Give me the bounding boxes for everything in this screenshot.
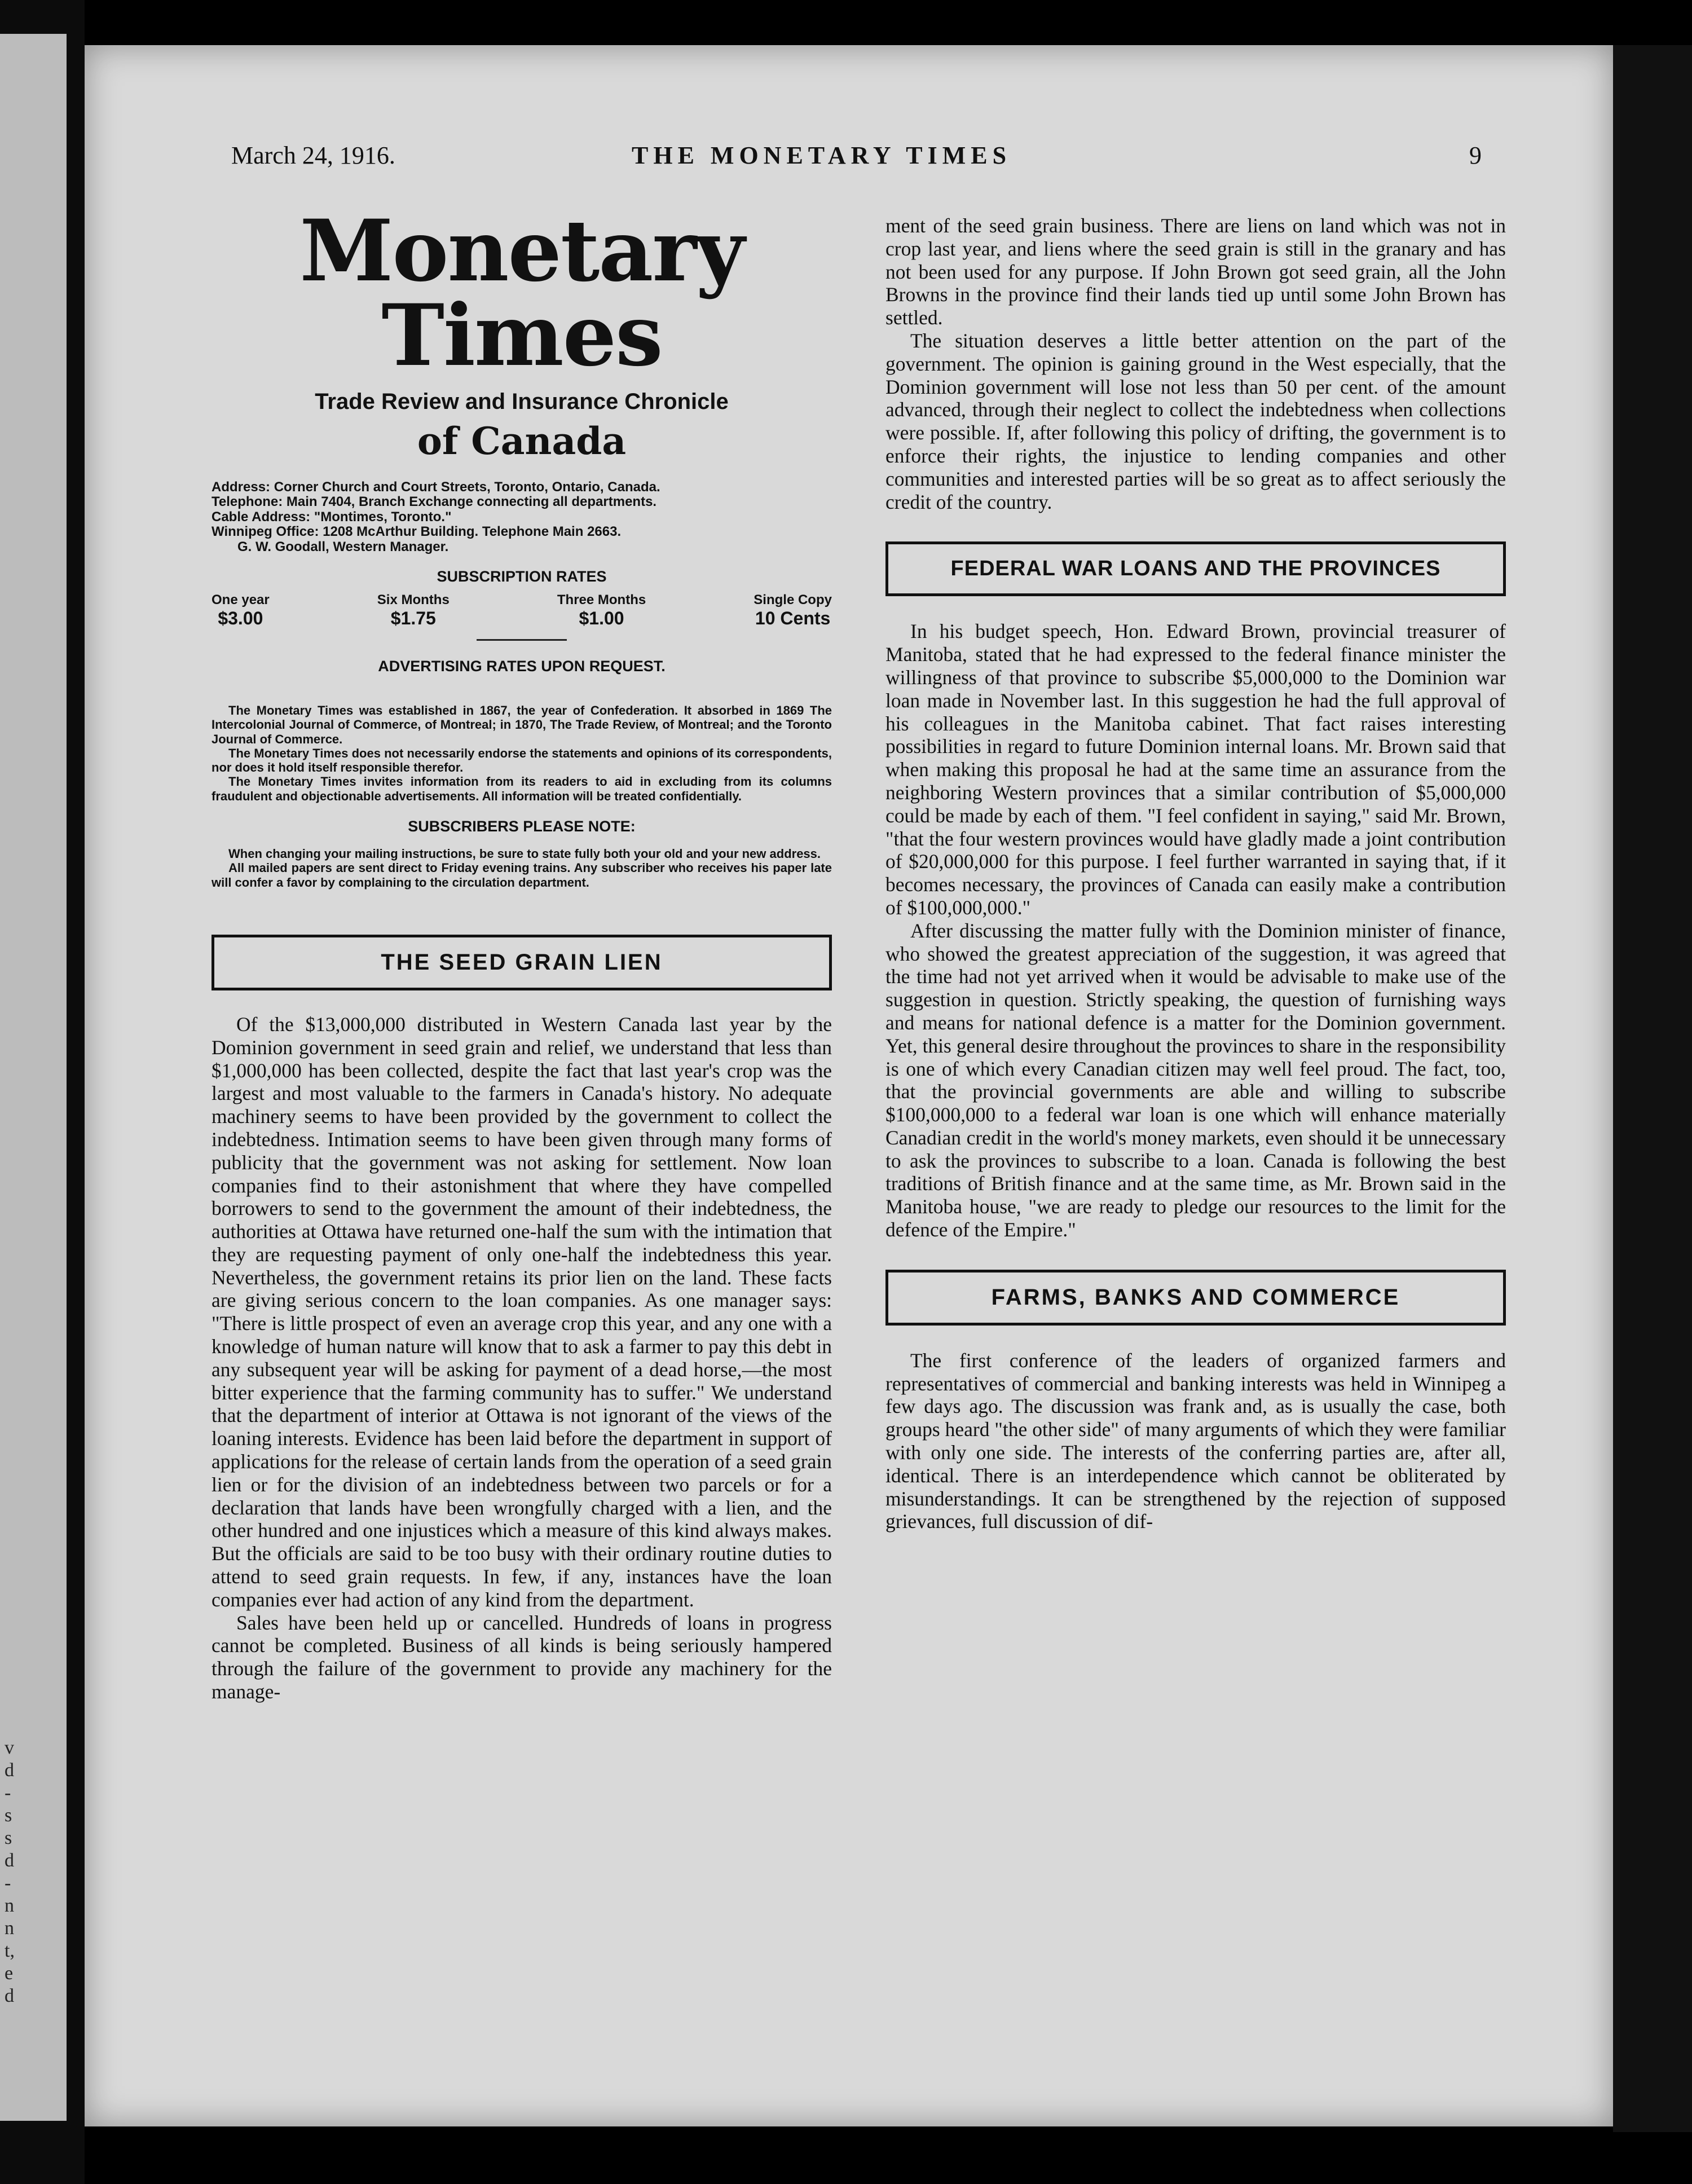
article-farms-banks-commerce	[885, 1349, 1506, 1533]
rate-price: $1.75	[390, 607, 436, 628]
left-fragment: d	[5, 1850, 14, 1871]
article-paragraph: The first conference of the leaders of organized farmers and representatives of commercial and banking interests was held in Winnipeg a few days ago. The discussion was frank and, as is usually the case, both groups heard "the other side" of many arguments of which they were familiar with only one side. The interests of the conferring parties are, after all, identical. There is an interdependence which cannot be obliterated by misunderstandings. It can be strengthened by the rejection of supposed grievances, full discussion of dif-	[885, 1349, 1506, 1533]
winnipeg-office-line: Winnipeg Office: 1208 McArthur Building. Telephone Main 2663.	[211, 524, 622, 540]
masthead-title: Monetary Times	[299, 201, 744, 385]
left-fragment: n	[5, 1895, 14, 1916]
rate-three-months	[557, 592, 646, 629]
masthead-subtitle: Trade Review and Insurance Chronicle	[315, 389, 729, 414]
rate-price: $3.00	[218, 607, 263, 628]
notice-advertisements: The Monetary Times invites information from its readers to aid in excluding from its columns fraudulent and objectionable advertisements. All information will be treated confidentially.	[211, 774, 832, 803]
article-seed-grain-lien	[211, 1013, 832, 1703]
left-fragment: -	[5, 1782, 11, 1803]
subscription-rates	[211, 592, 832, 629]
left-fragment: t,	[5, 1940, 15, 1961]
left-fragment: v	[5, 1737, 14, 1758]
rate-label: One year	[211, 592, 270, 607]
issue-date: March 24, 1916.	[231, 142, 395, 169]
publication-title: THE MONETARY TIMES	[632, 142, 1012, 169]
publication-notices	[211, 703, 832, 803]
article-paragraph: Sales have been held up or cancelled. Hundreds of loans in progress cannot be completed. Business of all kinds is being seriously hampered through the failure of the government to provide any machinery for the manage-	[211, 1611, 832, 1703]
rate-single-copy	[754, 592, 832, 629]
rate-one-year	[211, 592, 270, 629]
article-paragraph: Of the $13,000,000 distributed in Western Canada last year by the Dominion government in seed grain and relief, we understand that less than $1,000,000 has been collected, despite the fact that last year's crop was the largest and most valuable to the farmers in Canada's history. No adequate machinery seems to have been provided by the government to collect the indebtedness. Intimation seems to have been given through many forms of publicity that the government was not asking for settlement. Now loan companies find to their astonishment that where they have compelled borrowers to send to the government the amount of their indebtedness, the authorities at Ottawa have returned one-half the sum with the intimation that they are requesting payment of only one-half the indebtedness this year. Nevertheless, the government retains its prior lien on the land. These facts are giving serious concern to the loan companies. As one manager says: "There is little prospect of even an average crop this year, and any one with a knowledge of human nature will know that to ask a farmer to pay this debt in any subsequent year will be asking for payment of a dead horse,—the most bitter experience that the farming community has to suffer." We understand that the department of interior at Ottawa is not ignorant of the views of the loaning interests. Evidence has been laid before the department in support of applications for the release of certain lands from the operation of a seed grain lien or for the division of an indebtedness between two parcels or for a declaration that lands have been wrongfully charged with a lien, and the other hundred and one injustices which a measure of this kind always makes. But the officials are said to be too busy with their ordinary routine duties to attend to seed grain requests. In few, if any, instances have the loan companies ever had action of any kind from the department.	[211, 1012, 832, 1611]
rate-label: Three Months	[557, 592, 646, 607]
advertising-note: ADVERTISING RATES UPON REQUEST.	[378, 657, 666, 675]
left-fragment: -	[5, 1873, 11, 1894]
article-paragraph: ment of the seed grain business. There are liens on land which was not in crop last year, and liens where the seed grain is still in the granary and has not been used for any purpose. If John Brown got seed grain, all the John Browns in the province find their lands tied up until some John Brown has settled.	[885, 214, 1506, 329]
divider-rule	[477, 639, 567, 641]
heading-farms-banks-commerce: FARMS, BANKS AND COMMERCE	[885, 1270, 1506, 1326]
rate-price: $1.00	[579, 607, 624, 628]
notice-mailing: All mailed papers are sent direct to Friday evening trains. Any subscriber who receives his paper late will confer a favor by complaining to the circulation department.	[211, 861, 832, 890]
article-seed-grain-lien-continued	[885, 214, 1506, 513]
notice-disclaimer: The Monetary Times does not necessarily endorse the statements and opinions of its correspondents, nor does it hold itself responsible therefor.	[211, 746, 832, 775]
left-fragment: s	[5, 1805, 12, 1826]
rate-six-months	[377, 592, 450, 629]
right-column	[885, 214, 1506, 1533]
telephone-line: Telephone: Main 7404, Branch Exchange connecting all departments.	[211, 494, 657, 510]
rate-label: Single Copy	[754, 592, 832, 607]
address-block	[211, 480, 832, 554]
article-paragraph: In his budget speech, Hon. Edward Brown, provincial treasurer of Manitoba, stated that he had expressed to the federal finance minister the willingness of that province to subscribe $5,000,000 to the Dominion war loan made in November last. In this suggestion he had the full approval of his colleagues in the Manitoba cabinet. That fact raises interesting possibilities in regard to future Dominion internal loans. Mr. Brown said that when making this proposal he had at the same time an assurance from the neighboring Western provinces that a similar contribution of $5,000,000 could be made by each of them. "I feel confident in saying," said Mr. Brown, "that the four western provinces would have gladly made a joint contribution of $20,000,000 for this purpose. I feel further warranted in saying that, if it becomes necessary, the provinces of Canada can easily make a contribution of $100,000,000."	[885, 620, 1506, 919]
article-paragraph: The situation deserves a little better attention on the part of the government. The opinion is gaining ground in the West especially, that the Dominion government will lose not less than 50 per cent. of the amount advanced, through their neglect to collect the indebtedness when collections were possible. If, after following this policy of drifting, the government is to enforce their rights, the injustice to lending companies and other communities and interested parties will be so great as to affect seriously the credit of the country.	[885, 329, 1506, 513]
article-paragraph: After discussing the matter fully with the Dominion minister of finance, who showed the greatest appreciation of the suggestion, it was agreed that the time had not yet arrived when it would be advisable to make use of the suggestion in question. Strictly speaking, the question of furnishing ways and means for national defence is a matter for the Dominion government. Yet, this general desire throughout the provinces to share in the responsibility is one of which every Canadian citizen may well feel proud. The fact, too, that the provincial governments are able and willing to subscribe $100,000,000 to a federal war loan is one which will enhance materially Canadian credit in the world's money markets, even should it be unnecessary to ask the provinces to subscribe to a loan. Canada is following the best traditions of British finance and at the same time, as Mr. Brown said in the Manitoba house, "we are ready to pledge our resources to the limit for the defence of the Empire."	[885, 919, 1506, 1241]
running-header	[231, 141, 1500, 175]
heading-seed-grain-lien: THE SEED GRAIN LIEN	[211, 935, 832, 990]
rate-label: Six Months	[377, 592, 450, 607]
left-fragment: d	[5, 1760, 14, 1781]
left-column	[211, 201, 832, 1703]
subscriber-notices	[211, 847, 832, 890]
manager-line: G. W. Goodall, Western Manager.	[237, 539, 449, 554]
left-fragment: s	[5, 1828, 12, 1848]
cable-line: Cable Address: "Montimes, Toronto."	[211, 509, 452, 525]
heading-federal-war-loans: FEDERAL WAR LOANS AND THE PROVINCES	[885, 541, 1506, 596]
left-fragment: d	[5, 1985, 14, 2006]
left-fragment: e	[5, 1963, 14, 1984]
left-fragment: n	[5, 1918, 14, 1939]
subscribers-title: SUBSCRIBERS PLEASE NOTE:	[408, 818, 636, 835]
binding-edge	[1613, 45, 1692, 2132]
masthead-subtitle-canada: of Canada	[417, 419, 627, 463]
article-federal-war-loans	[885, 620, 1506, 1241]
notice-address-change: When changing your mailing instructions, be sure to state fully both your old and your new address.	[228, 847, 821, 861]
notice-history: The Monetary Times was established in 1867, the year of Confederation. It absorbed in 1869 The Intercolonial Journal of Commerce, of Montreal; in 1870, The Trade Review, of Montreal; and the Toronto Journal of Commerce.	[211, 703, 832, 746]
rate-price: 10 Cents	[755, 607, 831, 628]
page-number: 9	[1469, 142, 1482, 169]
subscription-title: SUBSCRIPTION RATES	[437, 567, 607, 585]
address-line: Address: Corner Church and Court Streets, Toronto, Ontario, Canada.	[211, 479, 660, 495]
adjacent-page-edge	[0, 34, 67, 2121]
